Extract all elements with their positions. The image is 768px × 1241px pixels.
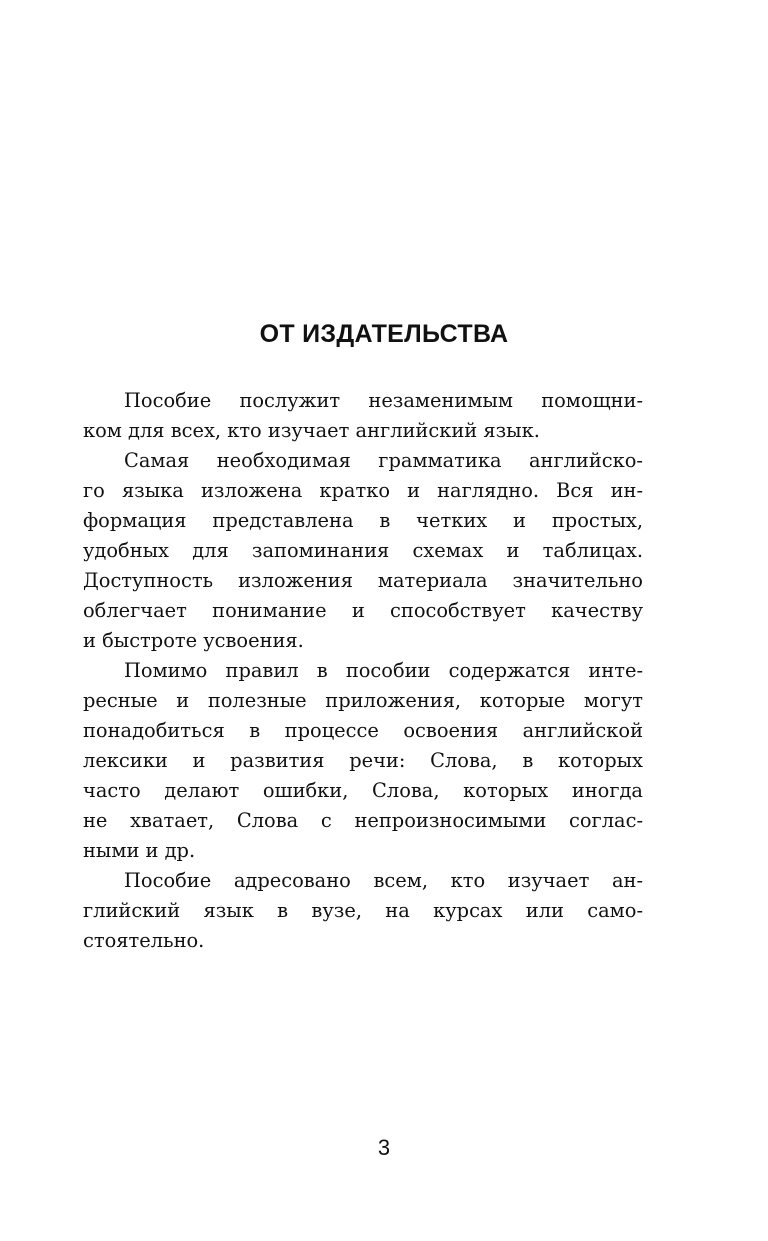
text-line: Пособие послужит незаменимым помощни- [124,389,643,412]
page-heading: ОТ ИЗДАТЕЛЬСТВА [259,320,509,348]
text-line: Самая необходимая грамматика английско- [124,449,643,472]
text-line: ными и др. [83,839,196,862]
text-line: и быстроте усвоения. [83,629,304,652]
paragraph-4 [83,866,643,956]
paragraph-3 [83,656,643,866]
text-line: стоятельно. [83,929,205,952]
text-line: облегчает понимание и способствует качеству [83,599,643,622]
body-text [83,386,643,956]
text-line: лексики и развития речи: Слова, в которых [83,749,643,772]
page-number: 3 [377,1135,391,1160]
text-line: формация представлена в четких и простых, [83,509,643,532]
text-line: Помимо правил в пособии содержатся инте- [124,659,643,682]
text-line: глийский язык в вузе, на курсах или само- [83,899,643,922]
text-line: не хватает, Слова с непроизносимыми соглас- [83,809,643,832]
text-line: го языка изложена кратко и наглядно. Вся ин- [83,479,643,502]
paragraph-2 [83,446,643,656]
text-line: понадобиться в процессе освоения английской [83,719,643,742]
text-line: ком для всех, кто изучает английский язык. [83,419,540,442]
text-line: удобных для запоминания схемах и таблицах. [83,539,643,562]
text-line: Доступность изложения материала значительно [83,569,643,592]
text-line: ресные и полезные приложения, которые могут [83,689,643,712]
paragraph-1 [83,386,643,446]
text-line: часто делают ошибки, Слова, которых иногда [83,779,643,802]
text-line: Пособие адресовано всем, кто изучает ан- [124,869,643,892]
